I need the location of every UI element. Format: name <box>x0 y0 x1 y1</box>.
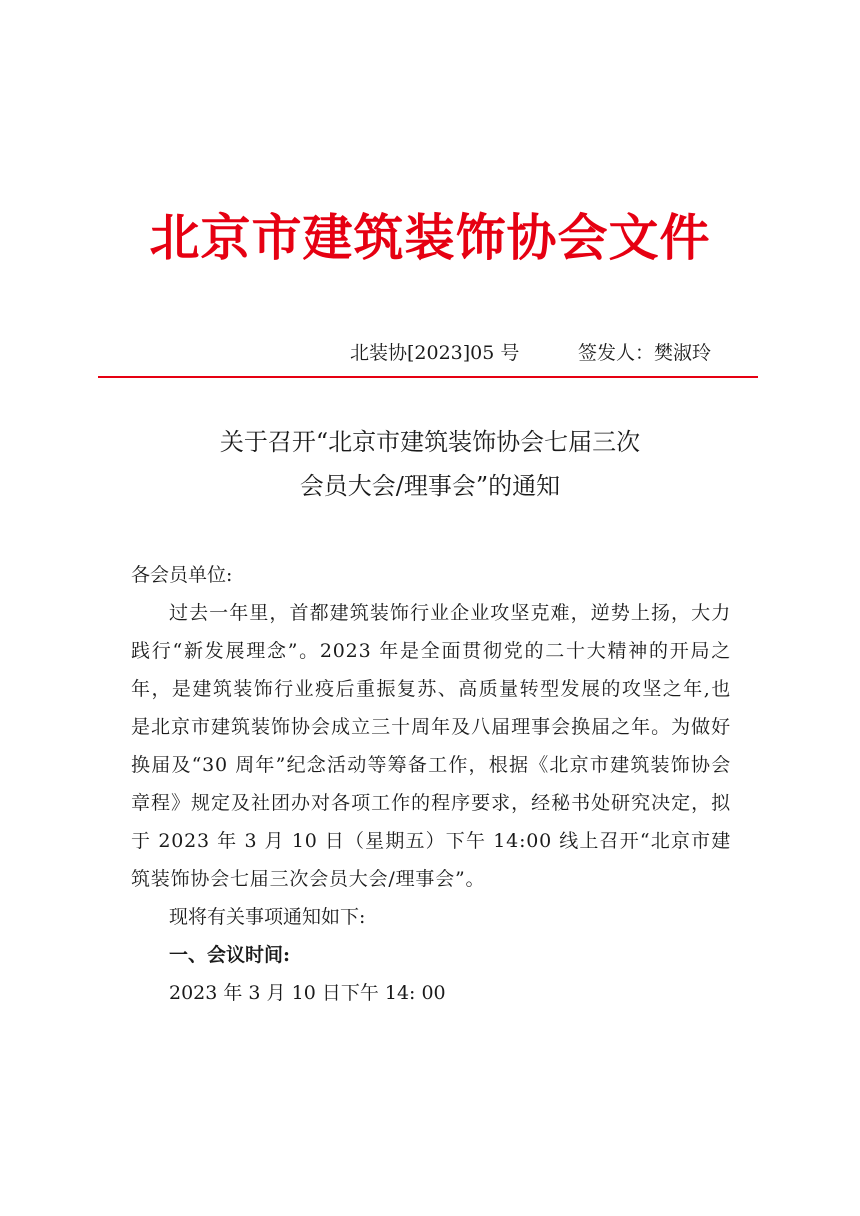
doc-signer: 签发人：樊淑玲 <box>578 342 712 364</box>
section-heading-meeting-time: 一、会议时间: <box>169 944 291 966</box>
org-file-title: 北京市建筑装饰协会文件 <box>149 208 711 267</box>
doc-number-row <box>0 338 860 368</box>
notice-title-line-1: 关于召开“北京市建筑装饰协会七届三次 <box>219 428 641 456</box>
body-paragraph-1: 过去一年里，首都建筑装饰行业企业攻坚克难，逆势上扬，大力践行“新发展理念”。2023 年是全面贯彻党的二十大精神的开局之年，是建筑装饰行业疫后重振复苏、高质量转型发展的攻坚之年,也是北京市建筑装饰协会成立三十周年及八届理事会换届之年。为做好换届及“30 周年”纪念活动等筹备工作，根据《北京市建筑装饰协会章程》规定及社团办对各项工作的程序要求，经秘书处研究决定，拟于 2023 年 3 月 10 日（星期五）下午 14:00 线上召开“北京市建筑装饰协会七届三次会员大会/理事会”。 <box>131 602 731 890</box>
notice-title <box>0 420 860 508</box>
salutation: 各会员单位: <box>131 564 233 586</box>
red-divider-line <box>98 376 758 378</box>
body-paragraph-2: 现将有关事项通知如下: <box>169 906 366 928</box>
notice-title-line-2: 会员大会/理事会”的通知 <box>299 472 561 500</box>
section-content-meeting-time: 2023 年 3 月 10 日下午 14: 00 <box>169 982 446 1004</box>
notice-body <box>131 556 731 1012</box>
doc-number: 北装协[2023]05 号 <box>350 342 520 364</box>
